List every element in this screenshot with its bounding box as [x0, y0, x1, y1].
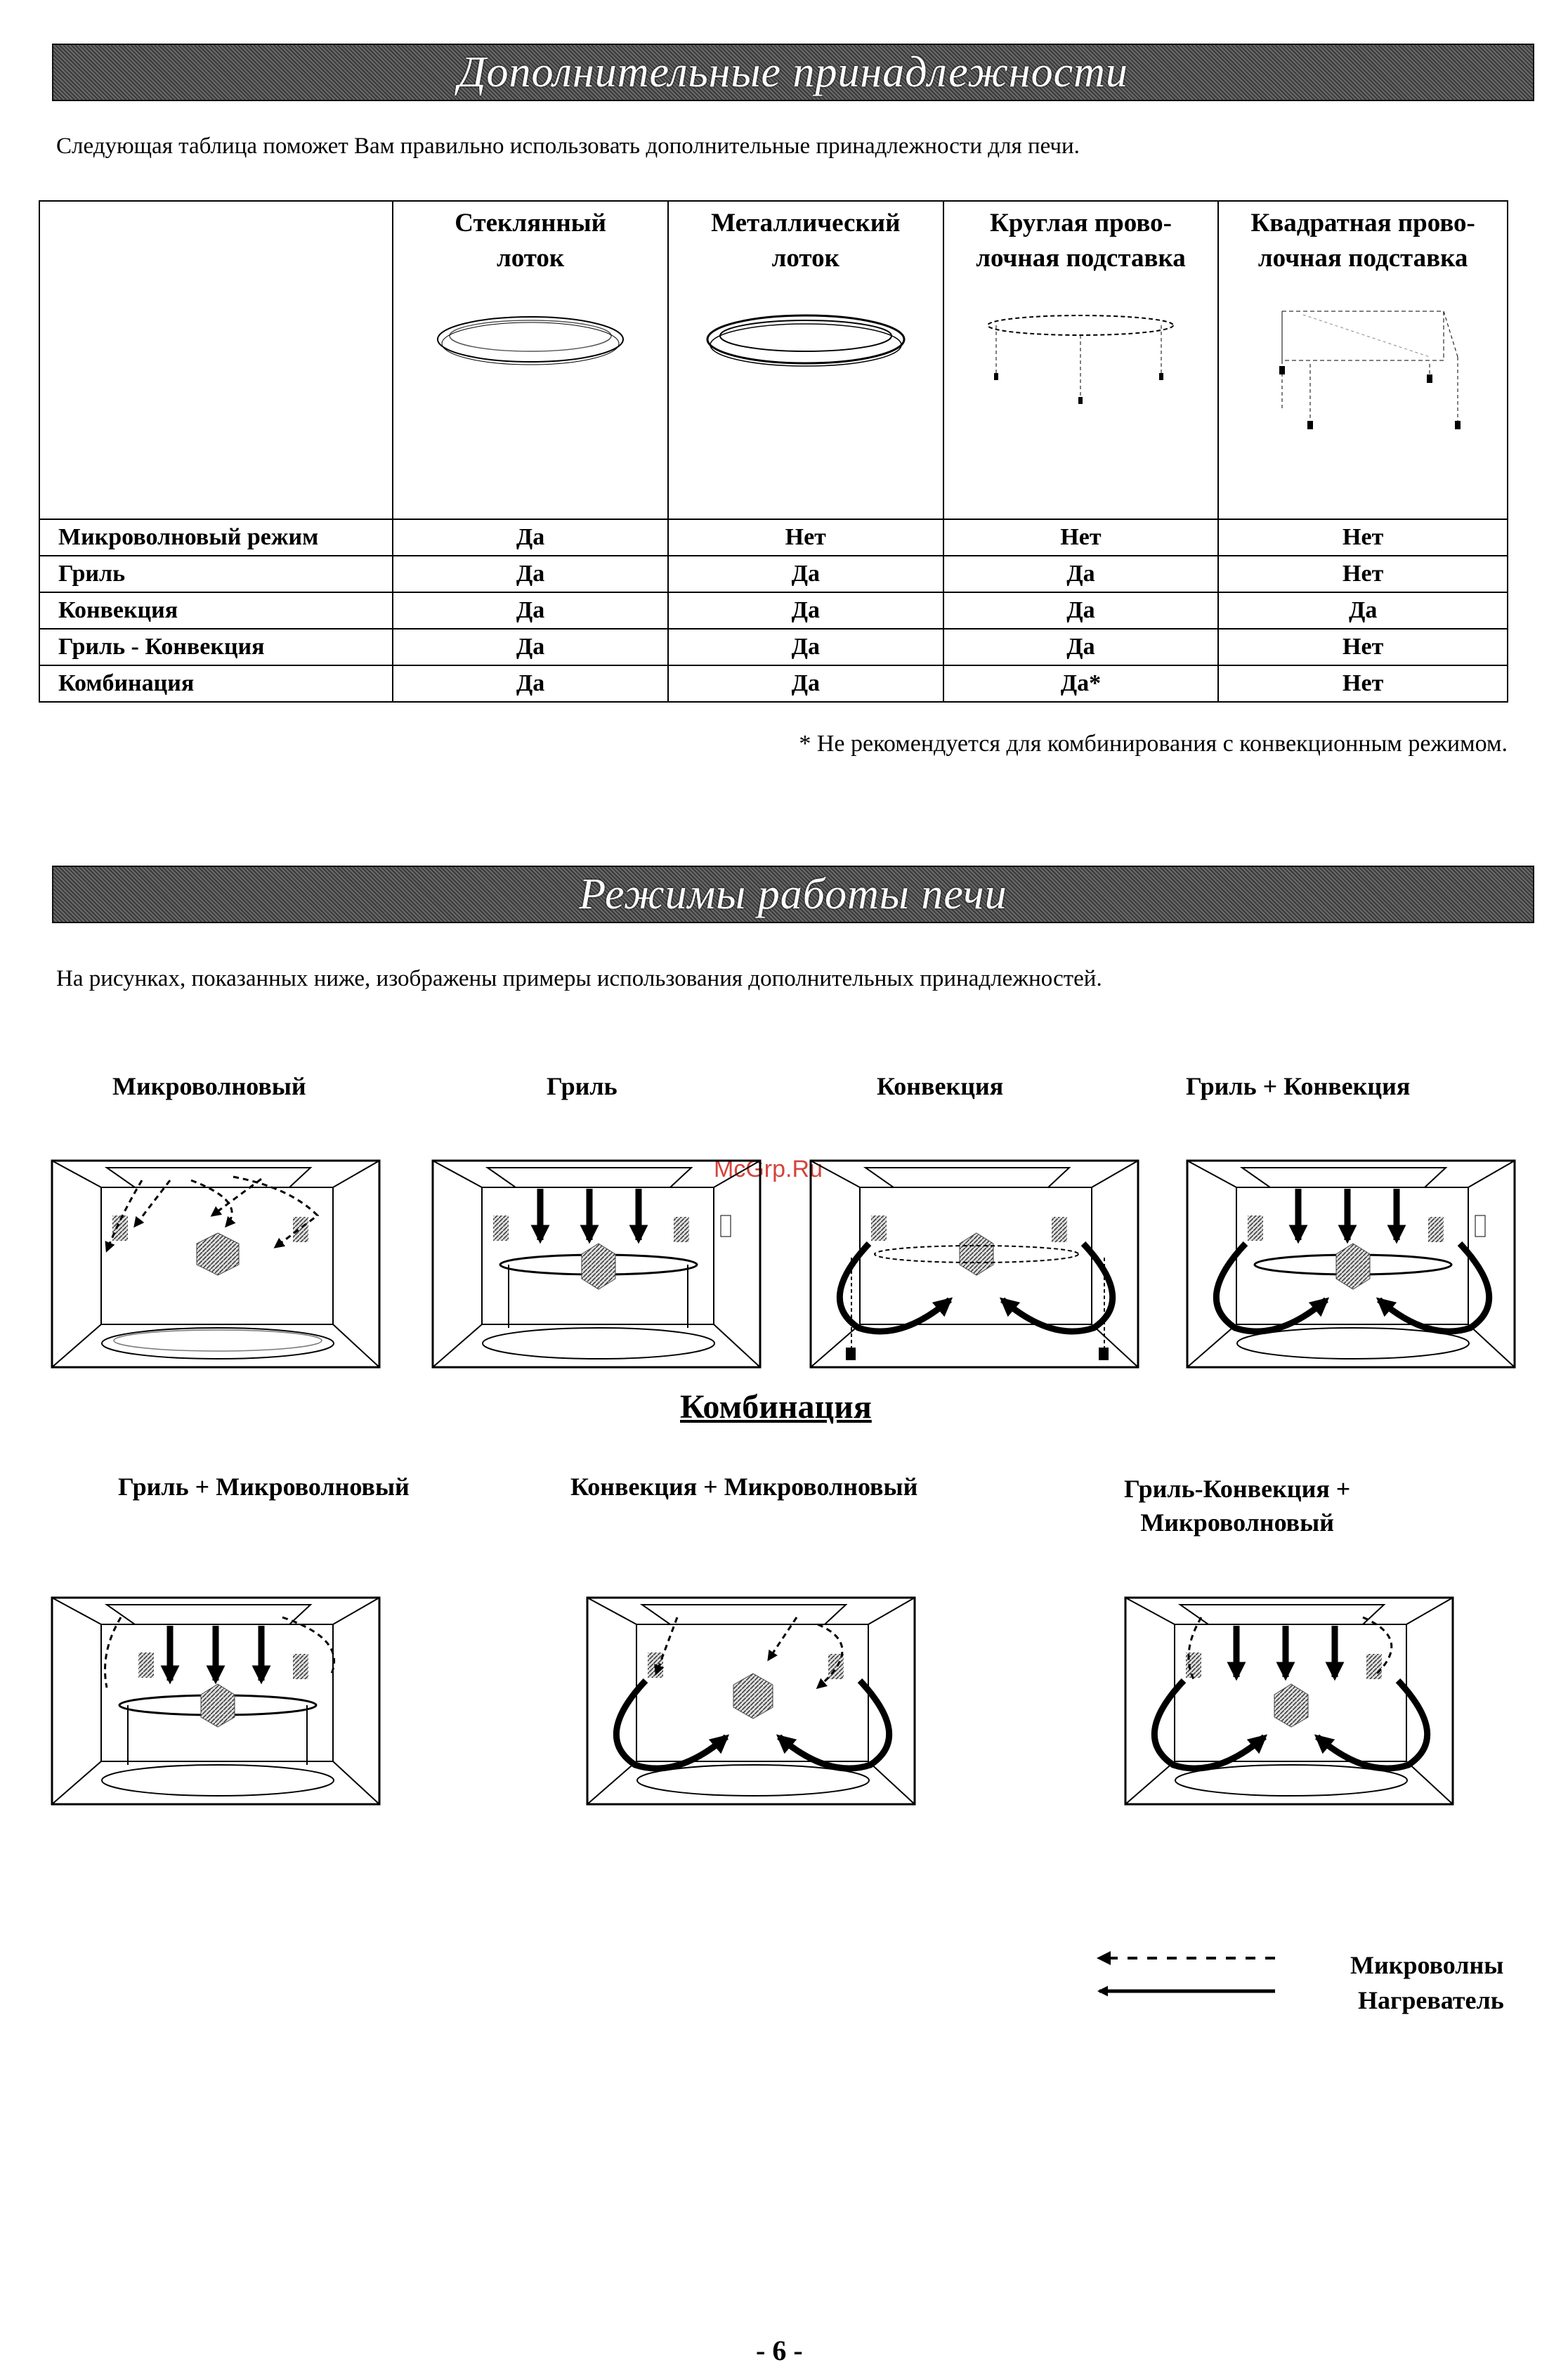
table-row: Комбинация Да Да Да* Нет	[39, 665, 1508, 702]
page-number: - 6 -	[756, 2335, 803, 2366]
oven-convection-diagram	[809, 1159, 1139, 1370]
legend-heater: Нагреватель	[1358, 1986, 1504, 2014]
table-corner-cell	[39, 201, 393, 519]
combo-mode-grill-microwave: Гриль + Микроволновый	[118, 1473, 410, 1501]
combination-title: Комбинация	[680, 1388, 872, 1426]
table-header-row	[39, 201, 1508, 519]
section-banner-modes	[52, 866, 1534, 923]
table-row: Гриль - Конвекция Да Да Да Нет	[39, 629, 1508, 665]
oven-microwave-diagram	[51, 1159, 381, 1370]
round-rack-icon	[975, 304, 1186, 410]
legend-lines	[1092, 1948, 1289, 2004]
glass-tray-icon	[432, 304, 629, 382]
mode-title-microwave: Микроволновый	[112, 1072, 306, 1100]
intro-text: Следующая таблица поможет Вам правильно использовать дополнительные принадлежности для печи.	[56, 133, 1080, 159]
section-title: Дополнительные принадлежности	[458, 48, 1128, 96]
table-row: Конвекция Да Да Да Да	[39, 592, 1508, 629]
column-metal-tray: Металлический лоток	[668, 201, 943, 519]
combo-mode-convection-microwave: Конвекция + Микроволновый	[570, 1473, 918, 1501]
oven-grill-convection-microwave-diagram	[1124, 1596, 1454, 1807]
accessories-table	[39, 200, 1508, 703]
legend-microwaves: Микроволны	[1350, 1951, 1504, 1979]
column-square-rack: Квадратная прово- лочная подставка	[1218, 201, 1508, 519]
modes-intro-text: На рисунках, показанных ниже, изображены примеры использования дополнительных принадлежностей.	[56, 966, 1102, 991]
mode-title-grill: Гриль	[547, 1072, 618, 1100]
combo-mode-grill-convection-microwave: Гриль-Конвекция + Микроволновый	[1124, 1475, 1351, 1537]
column-glass-tray: Стеклянный лоток	[393, 201, 668, 519]
mode-title-convection: Конвекция	[877, 1072, 1004, 1100]
column-round-rack: Круглая прово- лочная подставка	[943, 201, 1219, 519]
section-banner-accessories	[52, 44, 1534, 101]
mode-title-grill-convection: Гриль + Конвекция	[1186, 1072, 1411, 1100]
oven-grill-convection-diagram	[1186, 1159, 1516, 1370]
section-title: Режимы работы печи	[579, 870, 1007, 918]
oven-grill-microwave-diagram	[51, 1596, 381, 1807]
square-rack-icon	[1254, 304, 1472, 438]
oven-grill-diagram	[431, 1159, 762, 1370]
table-footnote: * Не рекомендуется для комбинирования с конвекционным режимом.	[799, 731, 1508, 757]
metal-tray-icon	[704, 304, 908, 382]
watermark: McGrp.Ru	[714, 1156, 823, 1182]
table-row: Микроволновый режим Да Нет Нет Нет	[39, 519, 1508, 556]
oven-convection-microwave-diagram	[586, 1596, 916, 1807]
table-row: Гриль Да Да Да Нет	[39, 556, 1508, 592]
